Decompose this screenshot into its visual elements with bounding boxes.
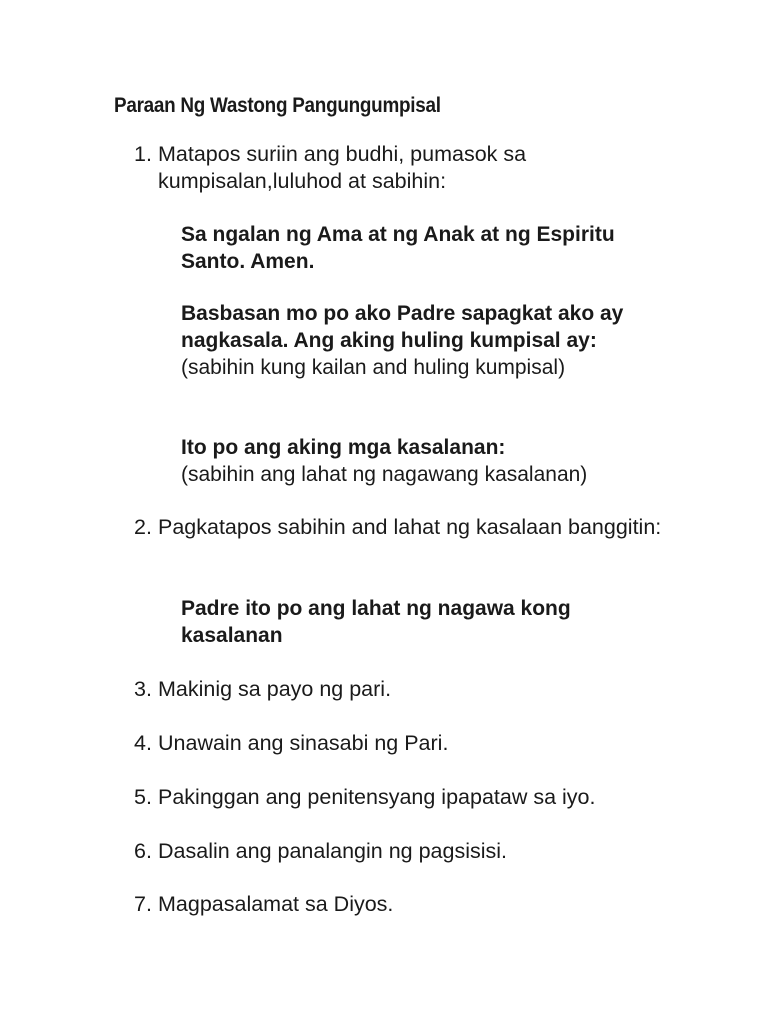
step-number: 3. bbox=[134, 677, 152, 701]
step-text: Matapos suriin ang budhi, pumasok sa kumpisalan,luluhod at sabihin: bbox=[158, 142, 527, 193]
list-item-step-3 bbox=[134, 676, 674, 703]
prayer-quote-4 bbox=[181, 595, 671, 649]
step-number: 5. bbox=[134, 785, 152, 809]
step-number: 2. bbox=[134, 515, 152, 539]
list-item-step-5 bbox=[134, 784, 674, 811]
step-number: 1. bbox=[134, 142, 152, 166]
list-item-step-2 bbox=[134, 514, 674, 541]
step-text: Unawain ang sinasabi ng Pari. bbox=[158, 731, 449, 755]
step-text: Dasalin ang panalangin ng pagsisisi. bbox=[158, 839, 508, 863]
step-number: 7. bbox=[134, 892, 152, 916]
prayer-quote-2 bbox=[181, 300, 671, 381]
prayer-text: Sa ngalan ng Ama at ng Anak at ng Espiritu Santo. Amen. bbox=[181, 223, 615, 273]
list-item-step-4 bbox=[134, 730, 674, 757]
prayer-quote-1 bbox=[181, 221, 671, 275]
prayer-quote-3 bbox=[181, 434, 671, 488]
prayer-text: Basbasan mo po ako Padre sapagkat ako ay nagkasala. Ang aking huling kumpisal ay: bbox=[181, 302, 624, 352]
prayer-note: (sabihin kung kailan and huling kumpisal) bbox=[181, 356, 566, 379]
step-text: Magpasalamat sa Diyos. bbox=[158, 892, 394, 916]
step-text: Pagkatapos sabihin and lahat ng kasalaan banggitin: bbox=[158, 515, 662, 539]
prayer-text: Ito po ang aking mga kasalanan: bbox=[181, 436, 506, 459]
list-item-step-1 bbox=[134, 141, 674, 195]
list-item-step-7 bbox=[134, 891, 674, 918]
prayer-text: Padre ito po ang lahat ng nagawa kong kasalanan bbox=[181, 597, 571, 647]
prayer-note: (sabihin ang lahat ng nagawang kasalanan) bbox=[181, 463, 588, 486]
step-number: 6. bbox=[134, 839, 152, 863]
step-text: Makinig sa payo ng pari. bbox=[158, 677, 392, 701]
step-number: 4. bbox=[134, 731, 152, 755]
step-text: Pakinggan ang penitensyang ipapataw sa iyo. bbox=[158, 785, 596, 809]
page-title: Paraan Ng Wastong Pangungumpisal bbox=[114, 94, 441, 117]
list-item-step-6 bbox=[134, 838, 674, 865]
